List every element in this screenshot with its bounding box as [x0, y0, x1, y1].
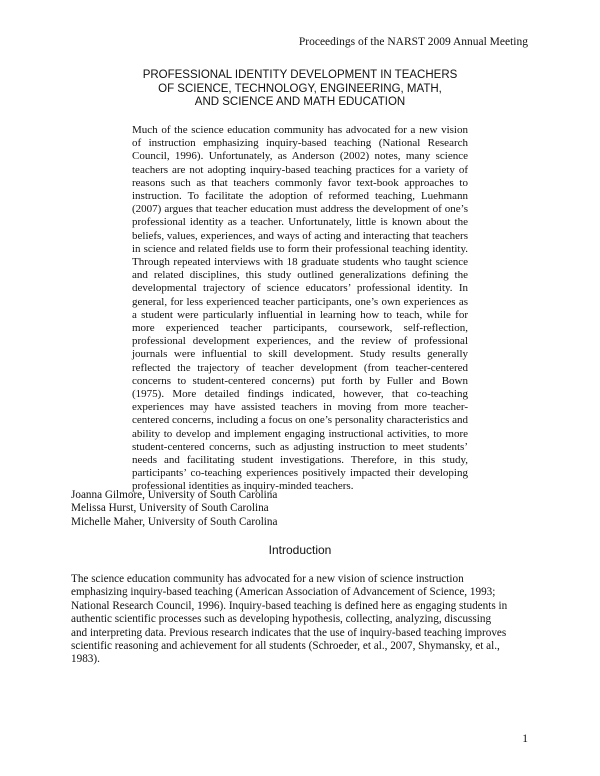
author-list: [71, 489, 277, 529]
author-line: Michelle Maher, University of South Carolina: [71, 515, 278, 528]
paragraph-line: emphasizing inquiry-based teaching (American Association of Advancement of Science, 1993;: [71, 586, 496, 599]
running-header: Proceedings of the NARST 2009 Annual Meeting: [298, 36, 528, 48]
paragraph-line: scientific reasoning and achievement for all students (Schroeder, et al., 2007, Shymansky, et al.,: [71, 640, 500, 653]
title-line: AND SCIENCE AND MATH EDUCATION: [194, 96, 406, 109]
title-line: PROFESSIONAL IDENTITY DEVELOPMENT IN TEACHERS: [142, 69, 458, 81]
author-line: Joanna Gilmore, University of South Carolina: [71, 489, 278, 501]
page-number: 1: [522, 733, 528, 745]
paragraph-line: 1983).: [71, 653, 100, 666]
paragraph-line: National Research Council, 1996). Inquiry-based teaching is defined here as engaging students in: [71, 599, 508, 612]
paragraph-line: authentic scientific processes such as developing hypothesis, collecting, analyzing, discussing: [71, 613, 492, 626]
section-heading-introduction: Introduction: [268, 543, 332, 557]
abstract-paragraph: Much of the science education community has advocated for a new vision of instruction emphasizing inquiry-based teaching (National Research Council, 1996). Unfortunately, as Anderson (2002) notes, many science teachers are not adopting inquiry-based teaching practices for a variety of reasons such as that teachers commonly favor text-book approaches to instruction. To facilitate the adoption of reformed teaching, Luehmann (2007) argues that teacher education must address the development of one’s professional identity as a teacher. Unfortunately, little is known about the beliefs, values, experiences, and ways of acting and interacting that teachers in science and related fields use to form their professional teaching identity. Through repeated interviews with 18 graduate students who taught science and related disciplines, this study outlined generalizations defining the developmental trajectory of science educators’ professional identity. In general, for less experienced teacher participants, one’s own experiences as a student were particularly influential in learning how to teach, while for more experienced teacher participants, coursework, self-reflection, professional development experiences, and the review of professional journals were influential to skill development. Study results generally reflected the trajectory of teacher development (from teacher-centered concerns to student-centered concerns) put forth by Fuller and Bown (1975). More detailed findings indicated, however, that co-teaching experiences may have assisted teachers in moving from more teacher-centered concerns, including a focus on one’s personality characteristics and ability to develop and implement engaging instructional activities, to more student-centered concerns, such as adjusting instruction to meet students’ needs and facilitating student investigations. Therefore, in this study, participants’ co-teaching experiences positively impacted their developing professional identities as inquiry-minded teachers.: [132, 124, 468, 493]
paragraph-line: and interpreting data. Previous research indicates that the use of inquiry-based teaching improves: [71, 626, 507, 639]
paper-title: [100, 69, 500, 110]
introduction-paragraph: [71, 573, 531, 667]
title-line: OF SCIENCE, TECHNOLOGY, ENGINEERING, MATH,: [158, 82, 442, 95]
paragraph-line: The science education community has advocated for a new vision of science instruction: [71, 573, 464, 585]
author-line: Melissa Hurst, University of South Carolina: [71, 502, 269, 515]
